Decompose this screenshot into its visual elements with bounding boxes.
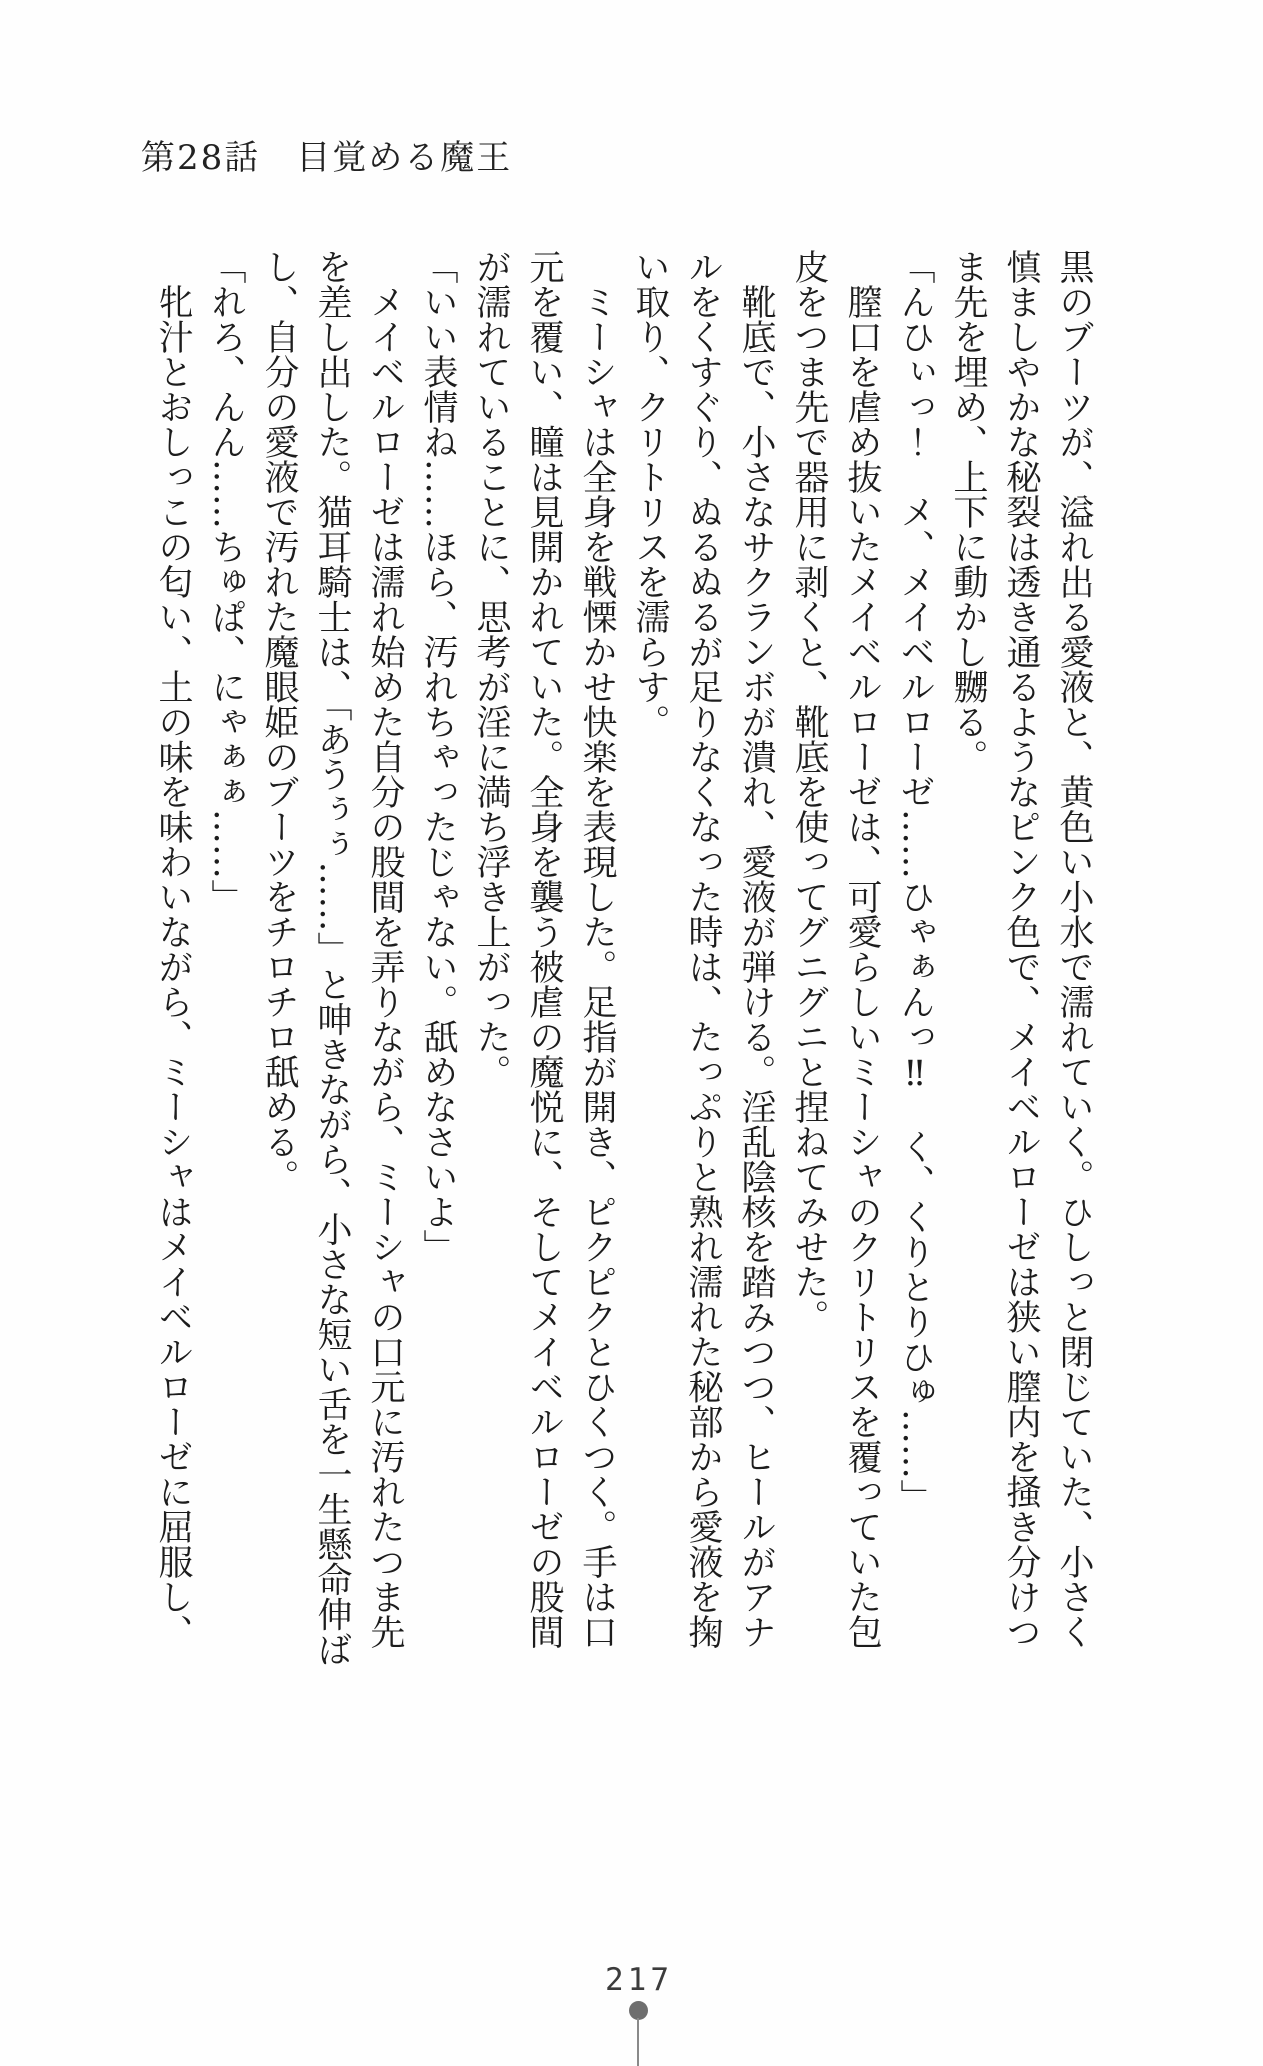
paragraph-narration: 牝汁とおしっこの匂い、土の味を味わいながら、ミーシャはメイベルローゼに屈服し、 [153, 284, 193, 1649]
page-number: 217 [605, 1962, 673, 1998]
paragraph-dialogue: 「いい表情ね……ほら、汚れちゃったじゃない。舐めなさいよ」 [418, 249, 458, 1264]
main-text-block [142, 249, 1100, 1669]
paragraph-narration: メイベルローゼは濡れ始めた自分の股間を弄りながら、ミーシャの口元に汚れたつま先を差し出した。猫耳騎士は、「あうぅぅ……」と呻きながら、小さな短い舌を一生懸命伸ばし、自分の愛液で汚れた魔眼姫のブーツをチロチロ舐める。 [259, 249, 405, 1667]
paragraph-dialogue: 「んひぃっ！ メ、メイベルローゼ……ひゃぁんっ‼ く、くりとりひゅ……」 [895, 249, 935, 1514]
paragraph-narration: 靴底で、小さなサクランボが潰れ、愛液が弾ける。淫乱陰核を踏みつつ、ヒールがアナルをくすぐり、ぬるぬるが足りなくなった時は、たっぷりと熟れ濡れた秘部から愛液を掬い取り、クリトリスを濡らす。 [630, 249, 776, 1649]
binding-mark-line [637, 2018, 639, 2066]
paragraph-dialogue: 「れろ、んん……ちゅぱ、にゃぁぁ……」 [206, 249, 246, 914]
paragraph-narration: 膣口を虐め抜いたメイベルローゼは、可愛らしいミーシャのクリトリスを覆っていた包皮をつま先で器用に剥くと、靴底を使ってグニグニと捏ねてみせた。 [789, 249, 882, 1649]
paragraph-narration: 黒のブーツが、溢れ出る愛液と、黄色い小水で濡れていく。ひしっと閉じていた、小さく慎ましやかな秘裂は透き通るようなピンク色で、メイベルローゼは狭い膣内を掻き分けつま先を埋め、上下に動かし嬲る。 [948, 249, 1094, 1649]
paragraph-narration: ミーシャは全身を戦慄かせ快楽を表現した。足指が開き、ピクピクとひくつく。手は口元を覆い、瞳は見開かれていた。全身を襲う被虐の魔悦に、そしてメイベルローゼの股間が濡れていることに、思考が淫に満ち浮き上がった。 [471, 249, 617, 1649]
chapter-heading: 第28話 目覚める魔王 [141, 138, 513, 178]
